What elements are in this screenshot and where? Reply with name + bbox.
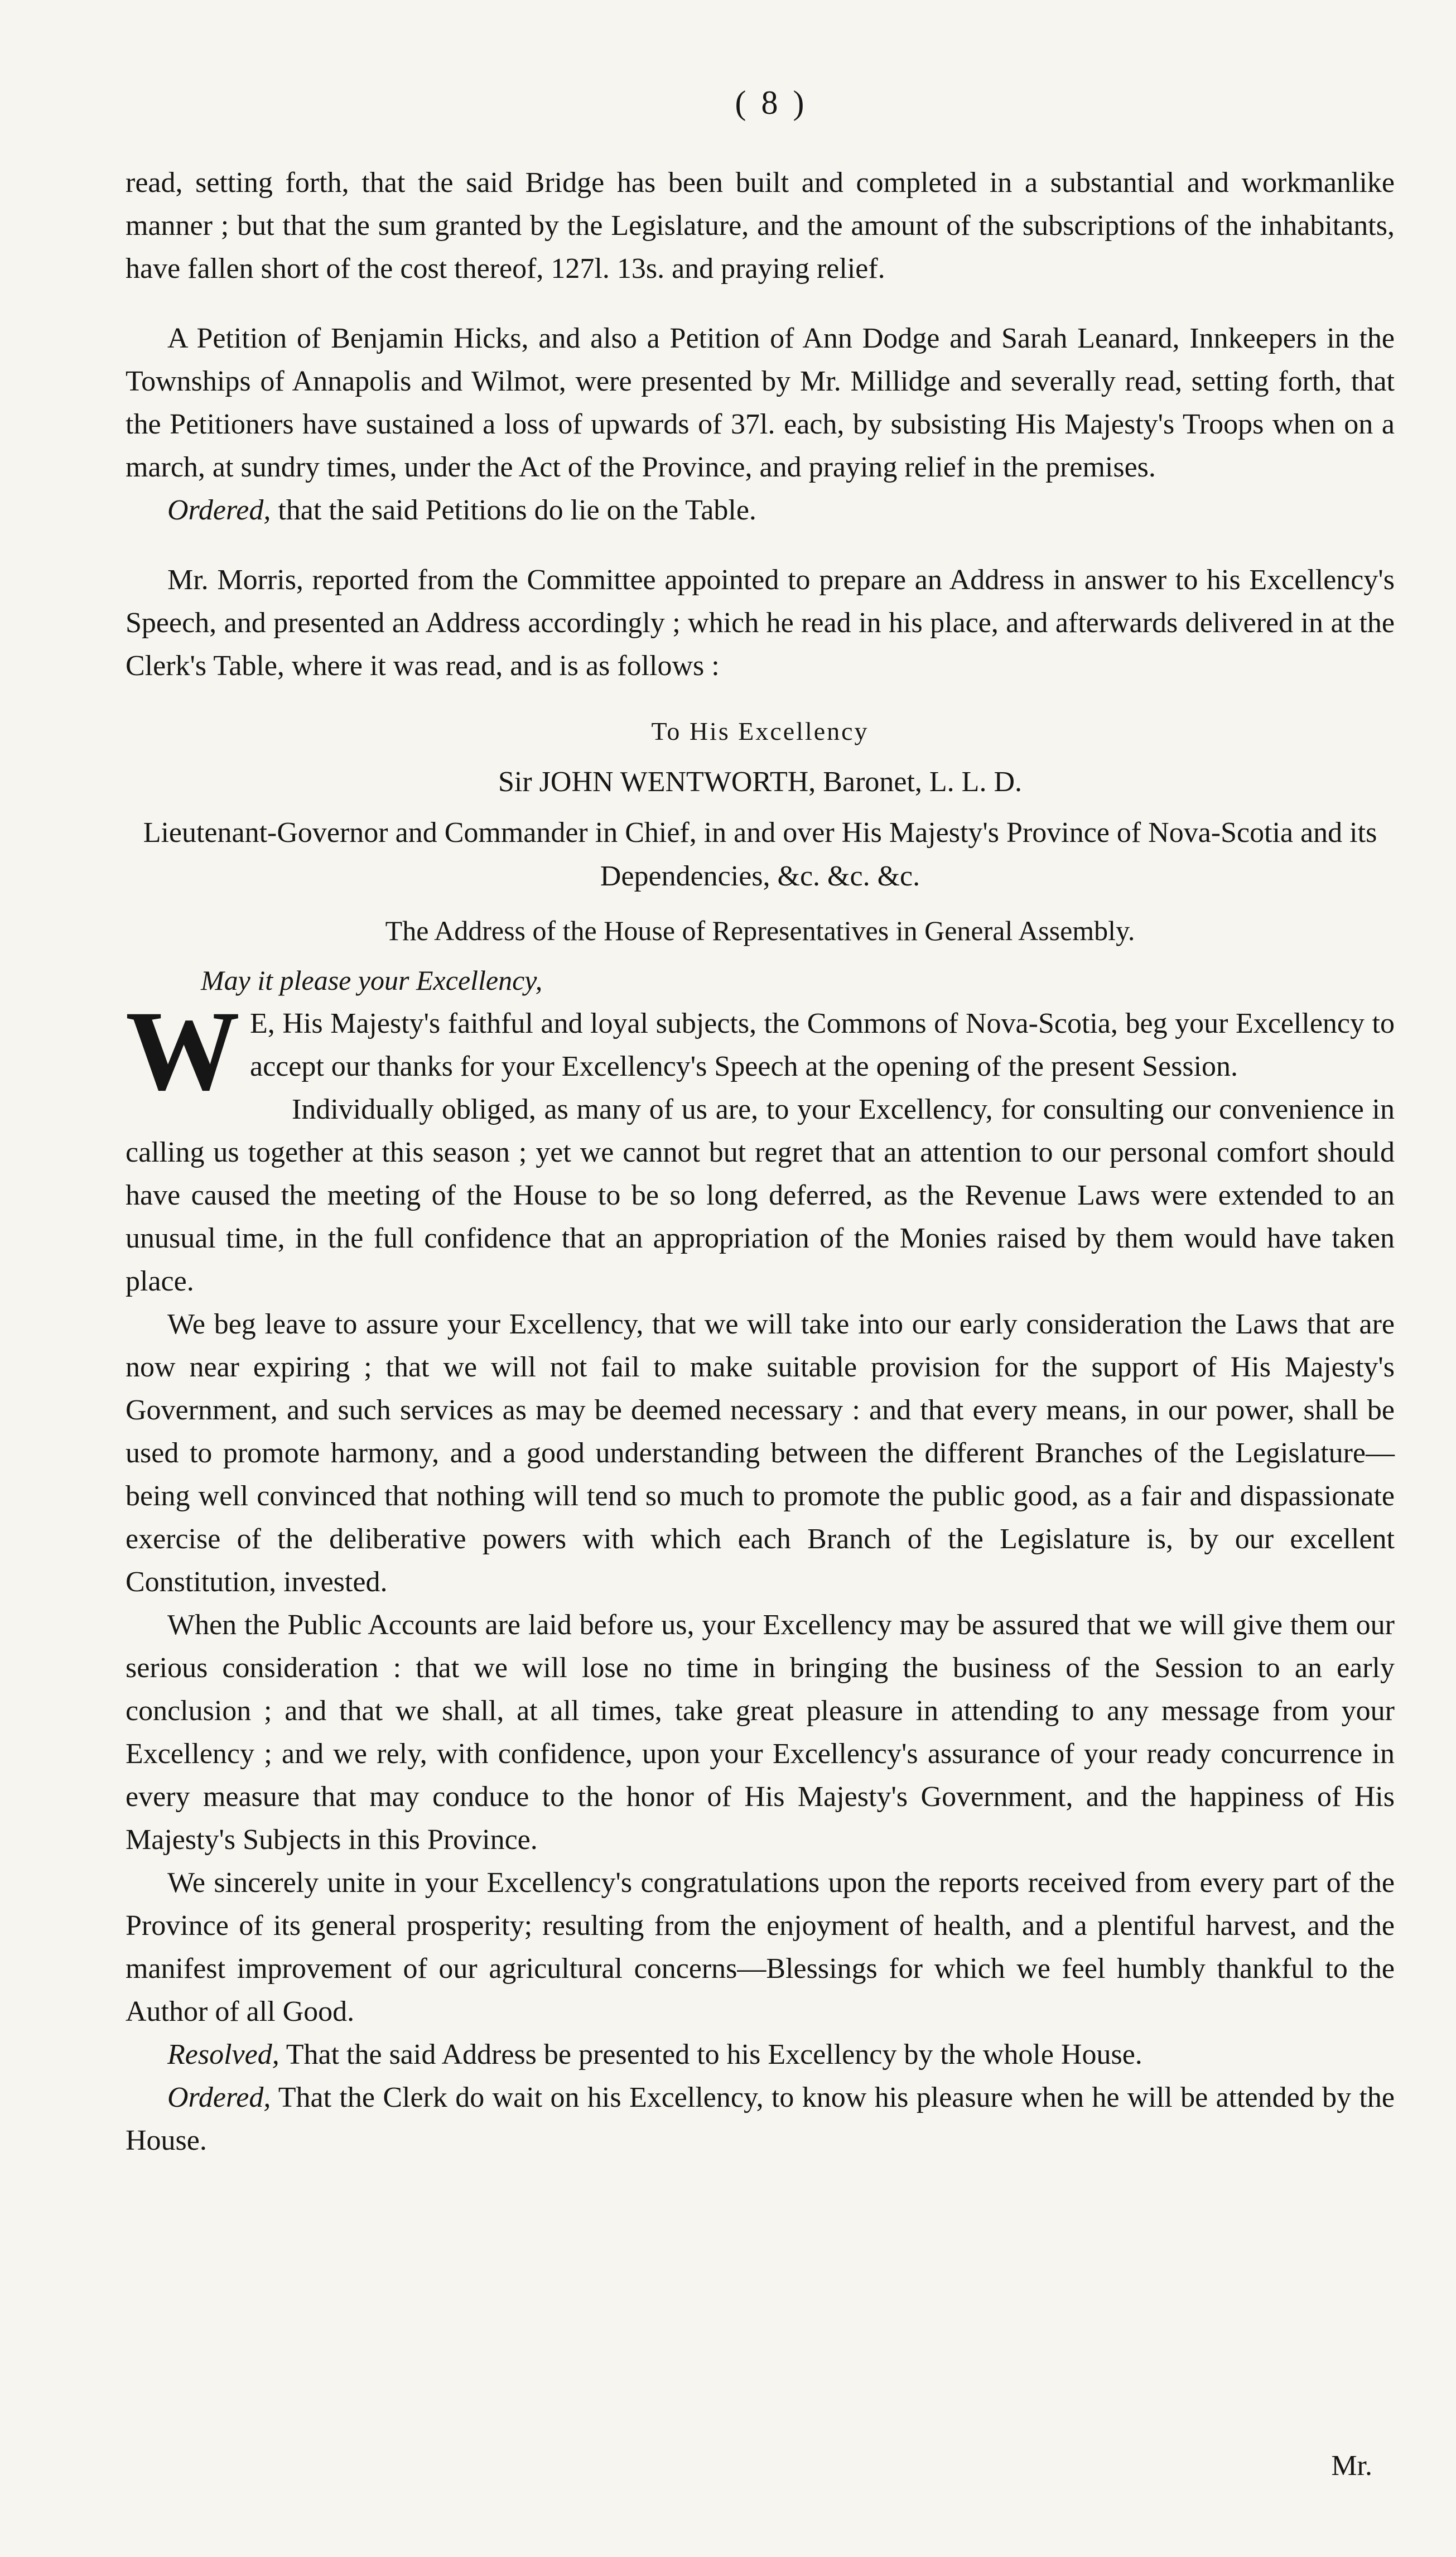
address-to-line: To His Excellency bbox=[651, 717, 869, 745]
drop-cap: W bbox=[126, 988, 240, 1114]
paragraph-bridge-petition: read, setting forth, that the said Bridge has been built and completed in a substantial and workmanlike manner ; but that the sum granted by the Legislature, and the amount of the subscriptions of the inhabitants, have fallen short of the cost thereof, 127l. 13s. and praying relief. bbox=[126, 167, 1395, 285]
ordered-lead: Ordered, bbox=[167, 494, 271, 526]
paragraph-morris-report: Mr. Morris, reported from the Committee appointed to prepare an Address in answer to his Excellency's Speech, and presented an Address accordingly ; which he read in his place, and afterwards delivered in at the Clerk's Table, where it was read, and is as follows : bbox=[126, 564, 1395, 682]
address-paragraph-2: Individually obliged, as many of us are, to your Excellency, for consulting our convenience in calling us together at this season ; yet we cannot but regret that an attention to our personal comfort should have caused the meeting of the House to be so long deferred, as the Revenue Laws were extended to an unusual time, in the full confidence that an appropriation of the Monies raised by them would have taken place. bbox=[126, 1094, 1395, 1297]
address-paragraph-4: When the Public Accounts are laid before us, your Excellency may be assured that we will give them our serious consideration : that we will lose no time in bringing the business of the Session to an early conclusion ; and that we shall, at all times, take great pleasure in attending to any message from your Excellency ; and we rely, with confidence, upon your Excellency's assurance of your ready concurrence in every measure that may conduce to the honor of His Majesty's Government, and the happiness of His Majesty's Subjects in this Province. bbox=[126, 1609, 1395, 1856]
ordered-text: that the said Petitions do lie on the Table. bbox=[271, 494, 756, 526]
address-paragraph-5: We sincerely unite in your Excellency's congratulations upon the reports received from every part of the Province of its general prosperity; resulting from the enjoyment of health, and a plentiful harvest, and the manifest improvement of our agricultural concerns—Blessings for which we feel humbly thankful to the Author of all Good. bbox=[126, 1867, 1395, 2028]
resolution-clerk bbox=[126, 2076, 1395, 2162]
resolved-text: That the said Address be presented to his Excellency by the whole House. bbox=[279, 2039, 1142, 2070]
address-paragraph-3: We beg leave to assure your Excellency, that we will take into our early consideration the Laws that are now near expiring ; that we will not fail to make suitable provision for the support of His Majesty's Government, and such services as may be deemed necessary : and that every means, in our power, shall be used to promote harmony, and a good understanding between the different Branches of the Legislature—being well convinced that nothing will tend so much to promote the public good, as a fair and dispassionate exercise of the deliberative powers with which each Branch of the Legislature is, by our excellent Constitution, invested. bbox=[126, 1308, 1395, 1598]
paragraph-ordered-table bbox=[126, 489, 1395, 532]
address-paragraph-1: E, His Majesty's faithful and loyal subjects, the Commons of Nova-Scotia, beg your Excellency to accept our thanks for your Excellency's Speech at the opening of the present Session. bbox=[250, 1008, 1395, 1082]
resolved-lead: Resolved, bbox=[167, 2039, 279, 2070]
address-opening bbox=[126, 988, 1395, 1114]
address-name-line: Sir JOHN WENTWORTH, Baronet, L. L. D. bbox=[498, 766, 1022, 798]
page-number: ( 8 ) bbox=[735, 84, 808, 121]
ordered-clerk-lead: Ordered, bbox=[167, 2082, 271, 2113]
catchword: Mr. bbox=[1331, 2450, 1372, 2482]
address-salutation: May it please your Excellency, bbox=[201, 965, 543, 996]
paragraph-hicks-petition: A Petition of Benjamin Hicks, and also a Petition of Ann Dodge and Sarah Leanard, Innkeepers in the Townships of Annapolis and Wilmot, were presented by Mr. Millidge and severally read, setting forth, that the Petitioners have sustained a loss of upwards of 37l. each, by subsisting His Majesty's Troops when on a march, at sundry times, under the Act of the Province, and praying relief in the premises. bbox=[126, 322, 1395, 483]
address-heading: The Address of the House of Representatives in General Assembly. bbox=[385, 915, 1135, 946]
resolution-presented bbox=[126, 2033, 1395, 2076]
address-office-line: Lieutenant-Governor and Commander in Chief, in and over His Majesty's Province of Nova-Scotia and its Dependencies, &c. &c. &c. bbox=[143, 817, 1377, 892]
ordered-clerk-text: That the Clerk do wait on his Excellency, to know his pleasure when he will be attended by the House. bbox=[126, 2082, 1395, 2156]
